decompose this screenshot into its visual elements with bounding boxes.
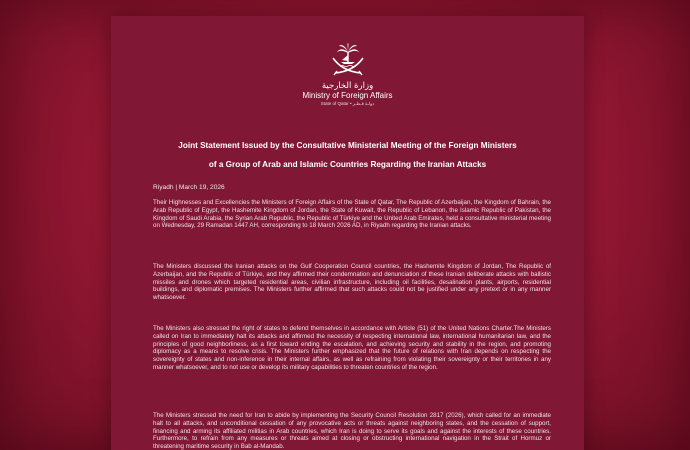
statement-dateline: Riyadh | March 19, 2026	[153, 184, 225, 191]
statement-title-line-2: of a Group of Arab and Islamic Countries Regarding the Iranian Attacks	[208, 160, 487, 169]
statement-document	[111, 16, 584, 450]
statement-paragraph-1: Their Highnesses and Excellencies the Ministers of Foreign Affairs of the State of Qatar, The Republic of Azerbaijan, the Kingdom of Bahrain, the Arab Republic of Egypt, the Hashemite Kingdom of Jordan, the State of Kuwait, the Republic of Lebanon, the Islamic Republic of Pakistan, the Kingdom of Saudi Arabia, the Syrian Arab Republic, the Republic of Türkiye and the United Arab Emirates, held a consultative ministerial meeting on Wednesday, 29 Ramadan 1447 AH, corresponding to 18 March 2026 AD, in Riyadh regarding the Iranian attacks.	[153, 199, 551, 230]
qatar-emblem-icon	[328, 42, 368, 80]
statement-title	[141, 136, 554, 174]
ministry-logo	[111, 42, 584, 107]
ministry-arabic-name: وزارة الخارجية	[321, 81, 374, 91]
statement-paragraph-2: The Ministers discussed the Iranian attacks on the Gulf Cooperation Council countries, the Hashemite Kingdom of Jordan, The Republic of Azerbaijan, and the Republic of Türkiye, and they affirmed their condemnation and denunciation of these Iranian deliberate attacks with ballistic missiles and drones which targeted residential areas, civilian infrastructure, including oil facilities, desalination plants, airports, residential buildings, and diplomatic premises. The Ministers further affirmed that such attacks could not be justified under any pretext or in any manner whatsoever.	[153, 263, 551, 301]
state-of-qatar-line: State of Qatar • دولـة قـطـر	[320, 101, 375, 106]
statement-paragraph-3: The Ministers also stressed the right of states to defend themselves in accordance with Article (51) of the United Nations Charter.The Ministers called on Iran to immediately halt its attacks and affirmed the necessity of respecting international law, international humanitarian law, and the principles of good neighborliness, as a first toward ending the escalation, and achieving security and stability in the region, and promoting diplomacy as a means to resolve crisis. The Ministers further emphasized that the future of relations with Iran depends on respecting the sovereignty of states and non-inference in their internal affairs, as well as refraining from violating their sovereignty or their territories in any manner whatsoever, and to not use or develop its military capabilities to threaten countries of the region.	[153, 325, 551, 371]
statement-title-line-1: Joint Statement Issued by the Consultative Ministerial Meeting of the Foreign Ministers	[178, 141, 517, 150]
ministry-english-name: Ministry of Foreign Affairs	[302, 91, 393, 100]
statement-paragraph-4: The Ministers stressed the need for Iran to abide by implementing the Security Council Resolution 2817 (2026), which called for an immediate halt to all attacks, and unconditional cessation of any provocative acts or threats against neighboring states, and the cessation of support, financing and arming its affiliated militias in Arab countries, which Iran is doing to serve its goals and against the interests of these countries. Furthermore, to refrain from any measures or threats aimed at closing or obstructing international navigation in the Strait of Hormuz or threatening maritime security in Bab al-Mandab.	[153, 412, 551, 450]
